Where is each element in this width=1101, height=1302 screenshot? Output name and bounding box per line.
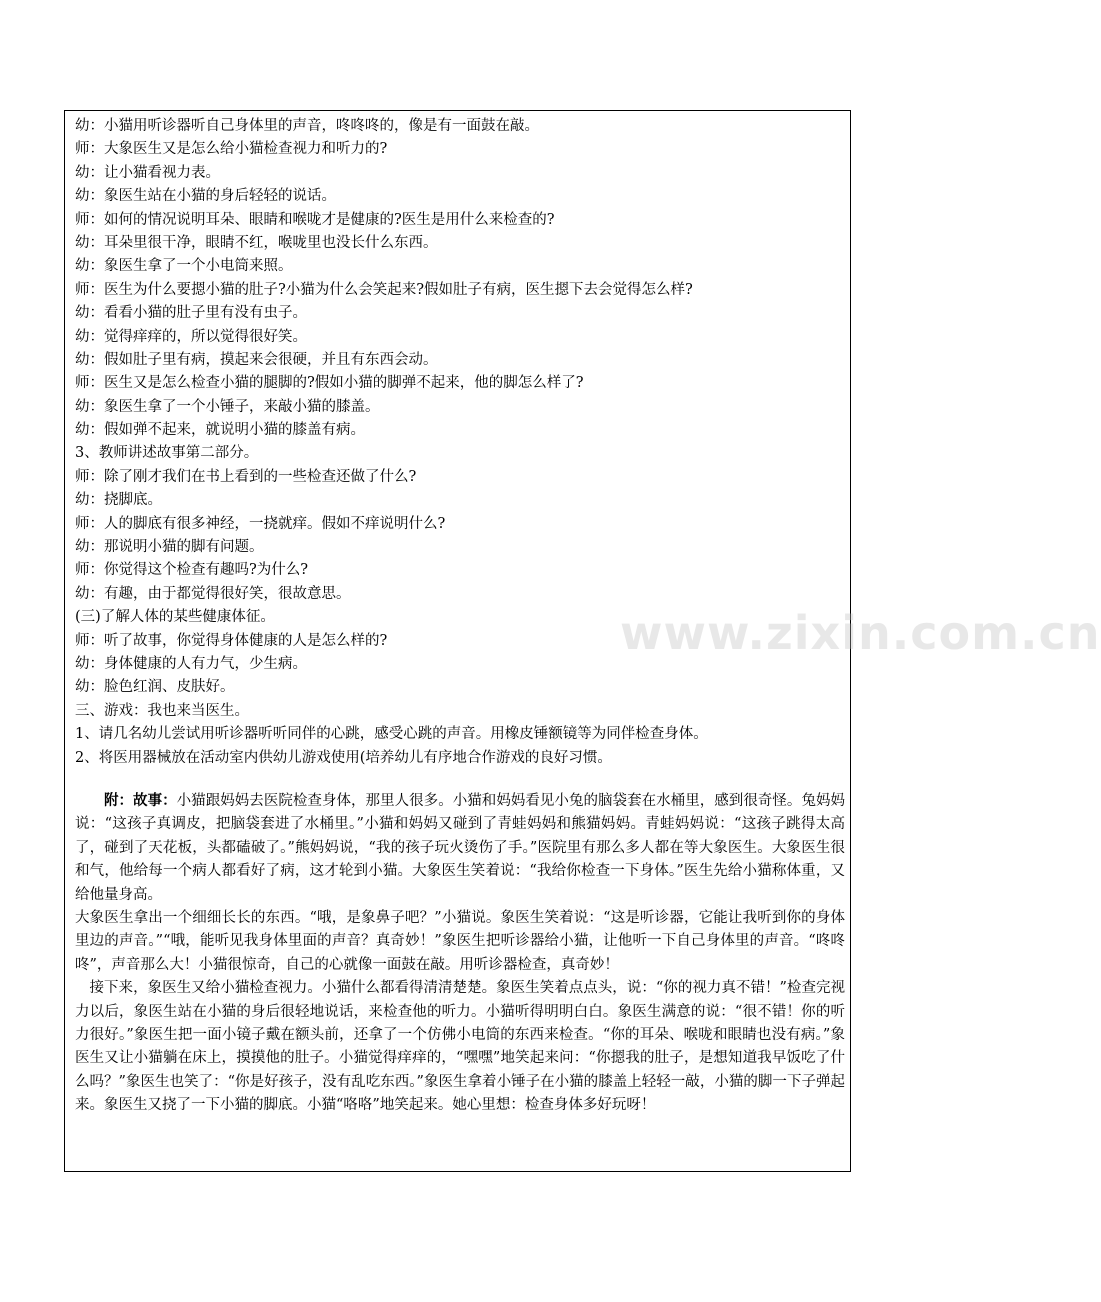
text-line: 师：你觉得这个检查有趣吗?为什么?	[75, 562, 309, 579]
text-line: 2、将医用器械放在活动室内供幼儿游戏使用(培养幼儿有序地合作游戏的良好习惯。	[75, 749, 612, 766]
story-paragraph-2: 大象医生拿出一个细细长长的东西。“哦，是象鼻子吧？”小猫说。象医生笑着说：“这是听诊器，它能让我听到你的身体里边的声音。”“哦，能听见我身体里面的声音？真奇妙！”象医生把听诊器给小猫，让他听一下自己身体里的声音。“咚咚咚”，声音那么大！小猫很惊奇，自己的心就像一面鼓在敲。用听诊器检查，真奇妙！	[75, 910, 845, 973]
watermark: www.zixin.com.cn	[620, 606, 1101, 660]
story-paragraph-3: 接下来，象医生又给小猫检查视力。小猫什么都看得清清楚楚。象医生笑着点点头，说：“你的视力真不错！”检查完视力以后，象医生站在小猫的身后很轻地说话，来检查他的听力。小猫听得明明白白。象医生满意的说：“很不错！你的听力很好。”象医生把一面小镜子戴在额头前，还拿了一个仿佛小电筒的东西来检查。“你的耳朵、喉咙和眼睛也没有病。”象医生又让小猫躺在床上，摸摸他的肚子。小猫觉得痒痒的，“嘿嘿”地笑起来问：“你摁我的肚子，是想知道我早饭吃了什么吗？”象医生也笑了：“你是好孩子，没有乱吃东西。”象医生拿着小锤子在小猫的膝盖上轻轻一敲，小猫的脚一下子弹起来。象医生又挠了一下小猫的脚底。小猫“咯咯”地笑起来。她心里想：检查身体多好玩呀！	[75, 980, 845, 1114]
text-line: 师：除了刚才我们在书上看到的一些检查还做了什么?	[75, 468, 417, 485]
text-line: 幼：看看小猫的肚子里有没有虫子。	[75, 305, 307, 322]
text-line: 幼：象医生拿了一个小锤子，来敲小猫的膝盖。	[75, 398, 380, 415]
text-line: 幼：耳朵里很干净，眼睛不红，喉咙里也没长什么东西。	[75, 234, 438, 251]
section-heading: 三、游戏：我也来当医生。	[75, 702, 249, 719]
dialogue-lines	[75, 115, 845, 770]
story-label: 附：故事：	[104, 792, 177, 809]
text-line: 幼：象医生站在小猫的身后轻轻的说话。	[75, 188, 336, 205]
text-line: 幼：有趣，由于都觉得很好笑，很故意思。	[75, 585, 351, 602]
text-line: 幼：假如肚子里有病，摸起来会很硬，并且有东西会动。	[75, 351, 438, 368]
text-line: 幼：象医生拿了一个小电筒来照。	[75, 258, 293, 275]
story-paragraph-1	[75, 789, 845, 907]
text-line: 幼：让小猫看视力表。	[75, 164, 220, 181]
text-line: 师：听了故事，你觉得身体健康的人是怎么样的?	[75, 632, 388, 649]
text-line: 1、请几名幼儿尝试用听诊器听听同伴的心跳，感受心跳的声音。用橡皮锤额镜等为同伴检查身体。	[75, 726, 708, 743]
text-line: 师：大象医生又是怎么给小猫检查视力和听力的?	[75, 141, 388, 158]
text-line: 幼：小猫用听诊器听自己身体里的声音，咚咚咚的，像是有一面鼓在敲。	[75, 118, 539, 134]
text-line: 师：如何的情况说明耳朵、眼睛和喉咙才是健康的?医生是用什么来检查的?	[75, 211, 555, 228]
text-line: 师：医生为什么要摁小猫的肚子?小猫为什么会笑起来?假如肚子有病，医生摁下去会觉得怎么样?	[75, 281, 693, 298]
text-line: 师：人的脚底有很多神经，一挠就痒。假如不痒说明什么?	[75, 515, 446, 532]
story-text: 小猫跟妈妈去医院检查身体，那里人很多。小猫和妈妈看见小兔的脑袋套在水桶里，感到很奇怪。兔妈妈说：“这孩子真调皮，把脑袋套进了水桶里。”小猫和妈妈又碰到了青蛙妈妈和熊猫妈妈。青蛙妈妈说：“这孩子跳得太高了，碰到了天花板，头都磕破了。”熊妈妈说，“我的孩子玩火烫伤了手。”医院里有那么多人都在等大象医生。大象医生很和气，他给每一个病人都看好了病，这才轮到小猫。大象医生笑着说：“我给你检查一下身体。”医生先给小猫称体重，又给他量身高。	[75, 793, 846, 903]
text-line: 幼：觉得痒痒的，所以觉得很好笑。	[75, 328, 307, 345]
text-line: 幼：身体健康的人有力气，少生病。	[75, 655, 307, 672]
story-section	[75, 789, 845, 1118]
text-line: 幼：挠脚底。	[75, 492, 162, 509]
text-line: 幼：那说明小猫的脚有问题。	[75, 539, 264, 556]
section-step: 3、教师讲述故事第二部分。	[75, 445, 259, 462]
text-line: 幼：脸色红润、皮肤好。	[75, 679, 235, 696]
text-line: 幼：假如弹不起来，就说明小猫的膝盖有病。	[75, 422, 365, 439]
text-line: 师：医生又是怎么检查小猫的腿脚的?假如小猫的脚弹不起来，他的脚怎么样了?	[75, 375, 584, 392]
section-heading: (三)了解人体的某些健康体征。	[75, 609, 275, 626]
